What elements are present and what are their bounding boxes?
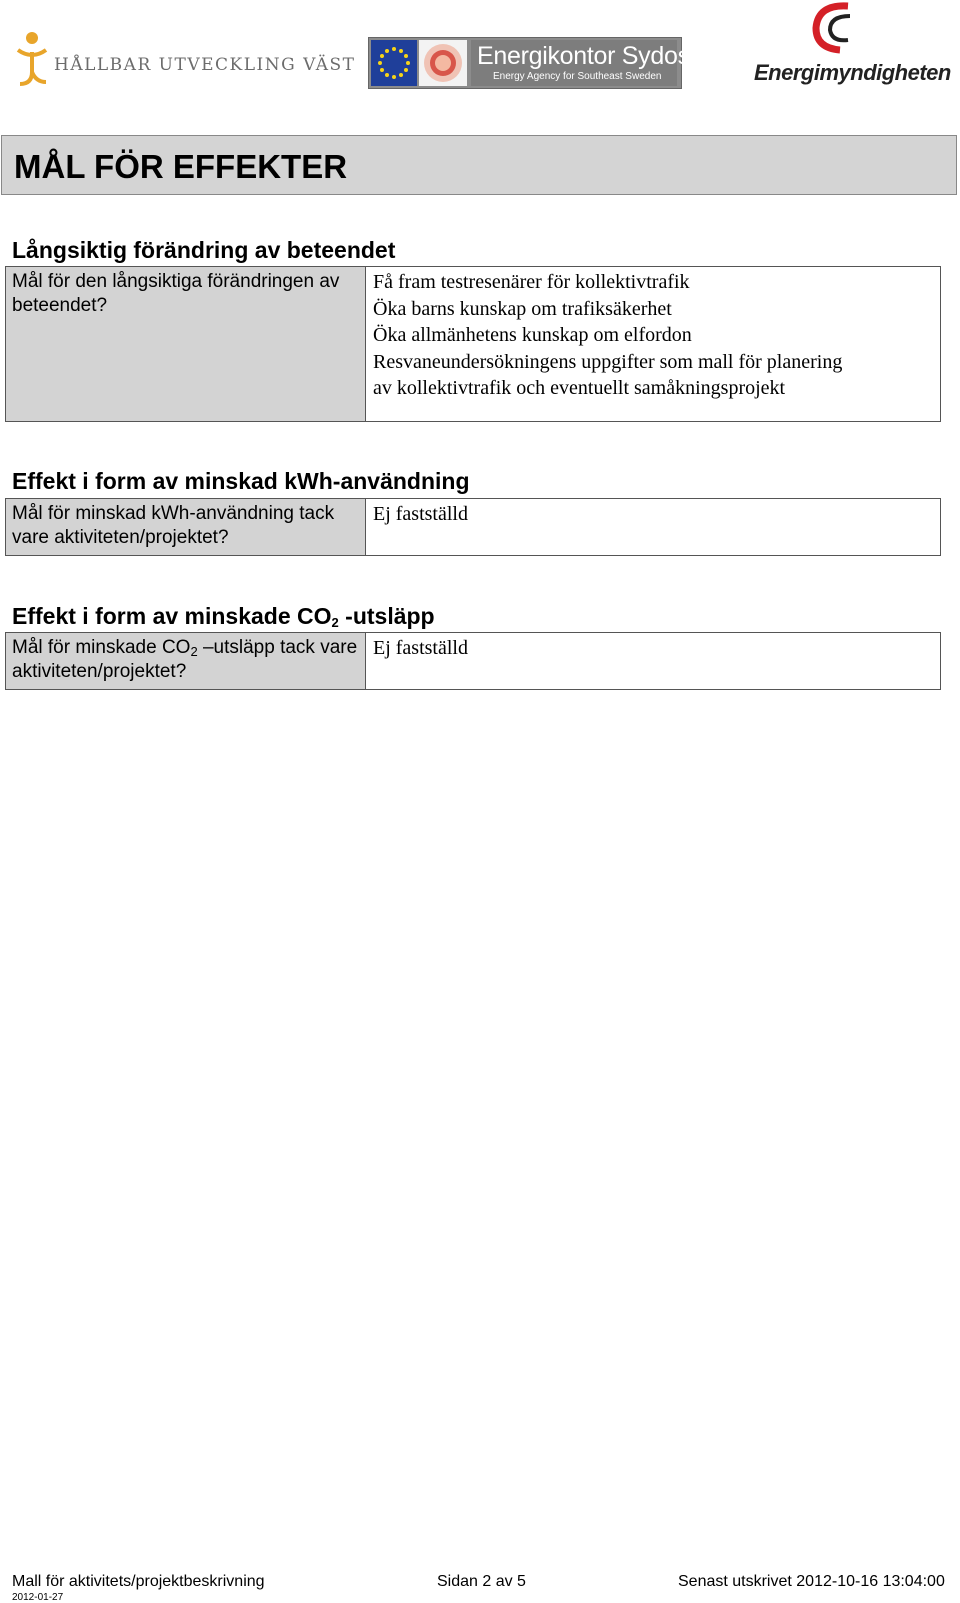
energikontor-seal-icon <box>419 40 467 86</box>
footer-template-date: 2012-01-27 <box>12 1592 64 1603</box>
energimyndigheten-swirl-icon <box>800 0 870 60</box>
page-title: MÅL FÖR EFFEKTER <box>14 148 348 185</box>
kwh-section-title: Effekt i form av minskad kWh-användning <box>12 468 470 494</box>
co2-question-suffix: –utsläpp tack vare aktiviteten/projektet? <box>12 637 358 682</box>
answer-line: Öka barns kunskap om trafiksäkerhet <box>373 297 672 320</box>
energikontor-name: Energikontor Sydost <box>477 42 697 70</box>
eu-flag-icon <box>371 40 417 86</box>
footer-page-number: Sidan 2 av 5 <box>437 1573 526 1590</box>
co2-title-text: Effekt i form av minskade CO <box>12 603 332 629</box>
energimyndigheten-logo-text: Energimyndigheten <box>754 60 951 85</box>
page-footer <box>0 1570 960 1602</box>
behaviour-goal-question: Mål för den långsiktiga förändringen av beteendet? <box>6 267 366 421</box>
co2-question-subscript: 2 <box>190 644 198 659</box>
co2-goal-question <box>6 633 366 689</box>
co2-goal-answer: Ej fastställd <box>373 637 468 659</box>
behaviour-goal-row <box>5 266 941 422</box>
kwh-goal-row <box>5 498 941 556</box>
energikontor-sydost-logo <box>368 37 697 89</box>
answer-line: Öka allmänhetens kunskap om elfordon <box>373 324 692 346</box>
energikontor-tagline: Energy Agency for Southeast Sweden <box>493 71 662 82</box>
answer-line: Resvaneundersökningens uppgifter som mall för planering <box>373 350 843 373</box>
co2-title-suffix: -utsläpp <box>338 603 435 629</box>
hallbar-logo-text: HÅLLBAR UTVECKLING VÄST <box>54 55 356 75</box>
hallbar-utveckling-vast-logo <box>12 30 356 90</box>
co2-title-subscript: 2 <box>331 615 339 630</box>
answer-line: av kollektivtrafik och eventuellt samåkningsprojekt <box>373 377 786 399</box>
energimyndigheten-logo <box>750 0 956 95</box>
logo-strip <box>0 0 960 100</box>
page-header <box>1 135 957 195</box>
energikontor-name-block <box>471 40 697 86</box>
kwh-goal-question: Mål för minskad kWh-användning tack vare aktiviteten/projektet? <box>6 499 366 555</box>
hallbar-figure-icon <box>12 30 52 90</box>
co2-section-title <box>12 603 435 630</box>
co2-question-text: Mål för minskade CO <box>12 637 191 658</box>
behaviour-goal-answer <box>367 267 940 421</box>
footer-document-name: Mall för aktivitets/projektbeskrivning <box>12 1573 265 1590</box>
answer-line: Få fram testresenärer för kollektivtrafik <box>373 271 690 293</box>
footer-printed-date: Senast utskrivet 2012-10-16 13:04:00 <box>678 1573 945 1590</box>
co2-goal-row <box>5 632 941 690</box>
kwh-goal-answer: Ej fastställd <box>373 503 468 525</box>
behaviour-section-title: Långsiktig förändring av beteendet <box>12 237 396 263</box>
